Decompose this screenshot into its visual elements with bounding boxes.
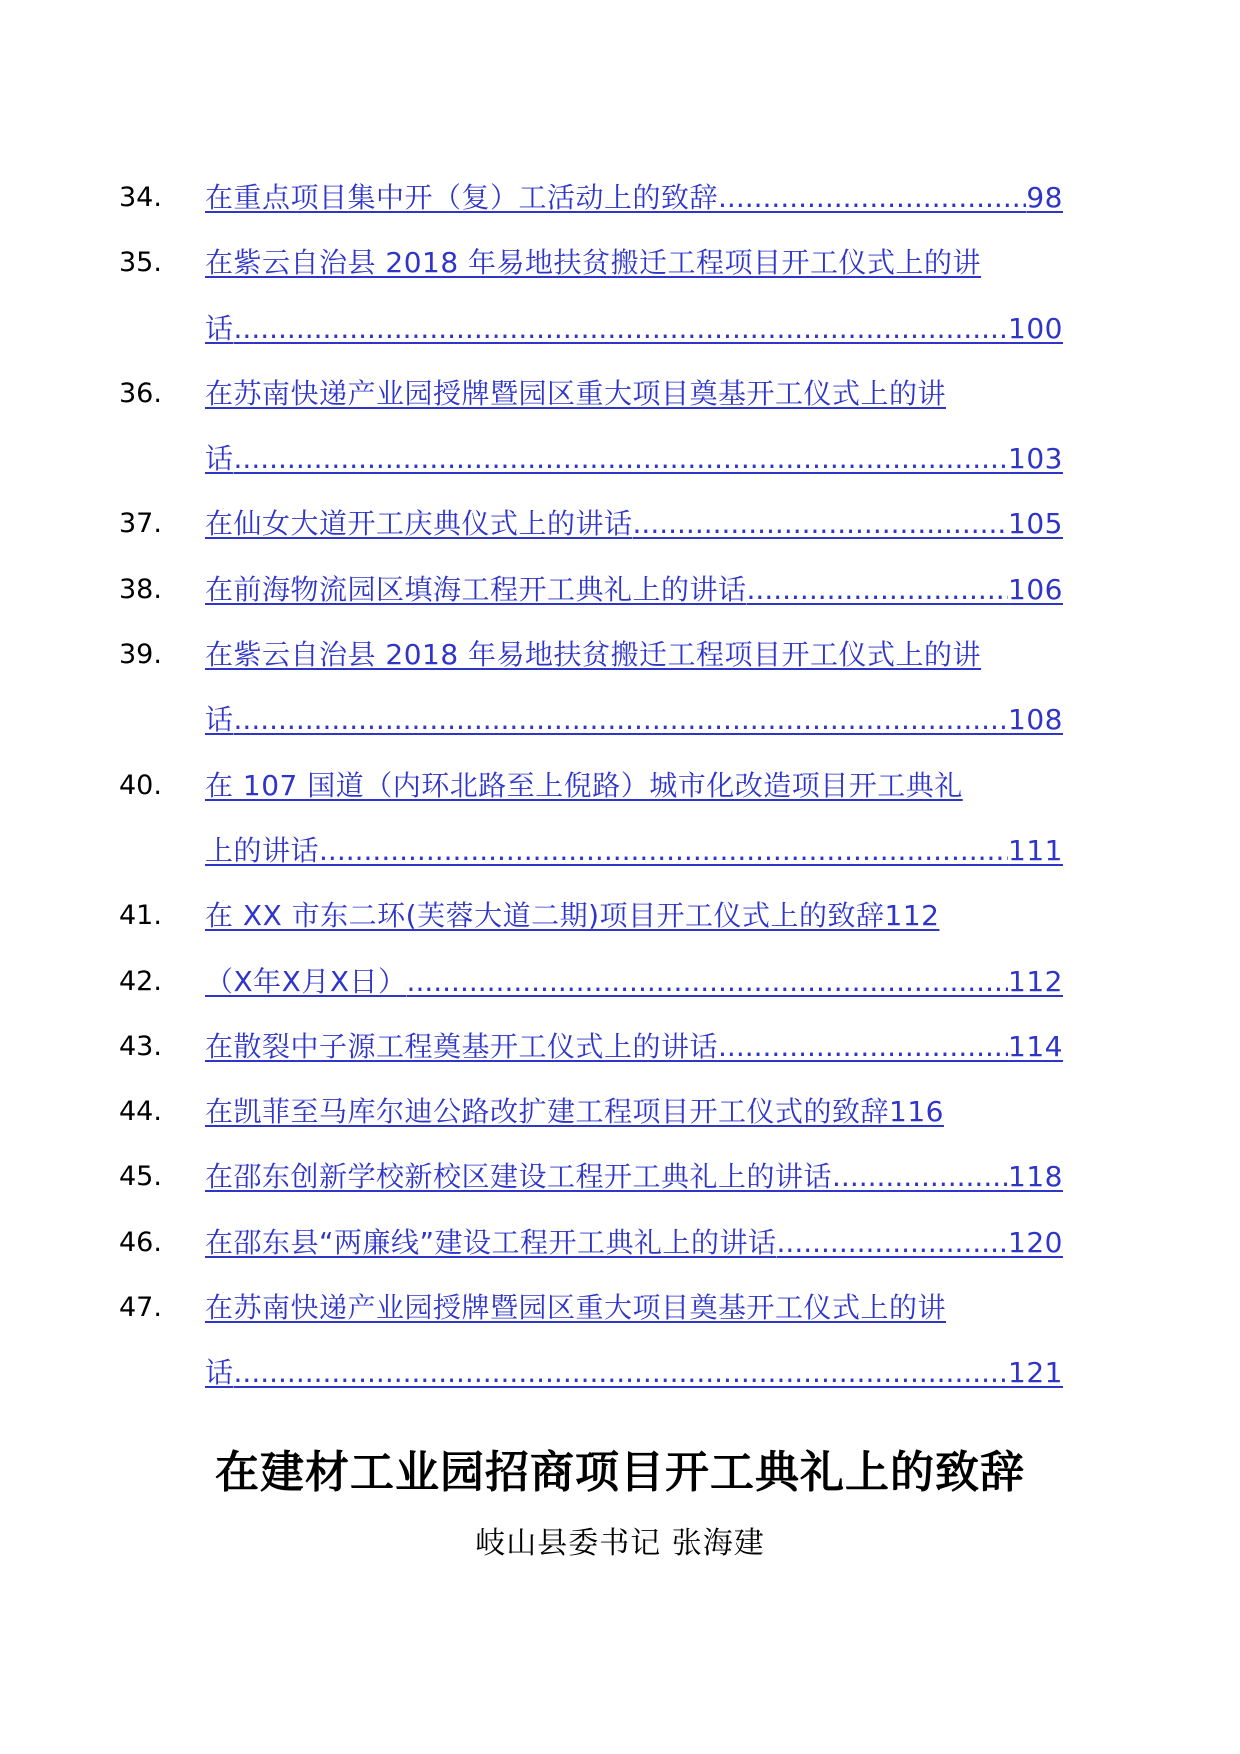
- toc-entry: [0, 1210, 1240, 1275]
- toc-line-text[interactable]: 话: [205, 703, 234, 737]
- toc-line-text[interactable]: 在邵东县“两廉线”建设工程开工典礼上的讲话: [205, 1225, 777, 1259]
- toc-line[interactable]: [205, 491, 1063, 556]
- toc-entry: [0, 230, 1240, 361]
- toc-leader-dots: [234, 687, 1009, 752]
- toc-line-text[interactable]: 在紫云自治县 2018 年易地扶贫搬迁工程项目开工仪式上的讲: [205, 246, 982, 280]
- toc-page-number[interactable]: 121: [1008, 1356, 1063, 1390]
- toc-line-text[interactable]: （X年X月X日）: [205, 964, 407, 998]
- toc-page-number[interactable]: 105: [1008, 507, 1063, 541]
- toc-entry: [0, 883, 1240, 948]
- toc-line[interactable]: [205, 426, 1063, 491]
- toc-line[interactable]: [205, 165, 1063, 230]
- toc-page-number[interactable]: 112: [884, 899, 940, 933]
- toc-leader-dots: [718, 1014, 1008, 1079]
- toc-page-number[interactable]: 112: [1008, 964, 1063, 998]
- toc-line-text[interactable]: 话: [205, 1356, 234, 1390]
- toc-leader-dots: [777, 1210, 1009, 1275]
- toc-leader-dots: [747, 557, 1009, 622]
- toc-entry-number: 35.: [119, 247, 162, 279]
- toc-line[interactable]: [205, 230, 1105, 295]
- toc-line[interactable]: [205, 687, 1063, 752]
- toc-entry: [0, 622, 1240, 753]
- toc-line-text[interactable]: 话: [205, 442, 234, 476]
- toc-leader-dots: [234, 1340, 1009, 1405]
- toc-line-text[interactable]: 在前海物流园区填海工程开工典礼上的讲话: [205, 572, 747, 606]
- toc-line[interactable]: [205, 1144, 1063, 1209]
- toc-entry-number: 38.: [119, 573, 162, 605]
- toc-line[interactable]: [205, 883, 1063, 948]
- toc-entry-link[interactable]: [205, 949, 1105, 1014]
- toc-line-text[interactable]: 上的讲话: [205, 833, 320, 867]
- author-line: 岐山县委书记 张海建: [475, 1526, 765, 1561]
- toc-page-number[interactable]: 111: [1008, 833, 1063, 867]
- toc-line-text[interactable]: 在紫云自治县 2018 年易地扶贫搬迁工程项目开工仪式上的讲: [205, 638, 982, 672]
- toc-line-text[interactable]: 在 XX 市东二环(芙蓉大道二期)项目开工仪式上的致辞: [205, 899, 885, 933]
- toc-entry-number: 47.: [119, 1292, 162, 1324]
- toc-line-text[interactable]: 在苏南快递产业园授牌暨园区重大项目奠基开工仪式上的讲: [205, 376, 947, 410]
- toc-page-number[interactable]: 106: [1008, 572, 1063, 606]
- toc-line-text[interactable]: 在邵东创新学校新校区建设工程开工典礼上的讲话: [205, 1160, 833, 1194]
- toc-entry: [0, 753, 1240, 884]
- toc-line-text[interactable]: 在苏南快递产业园授牌暨园区重大项目奠基开工仪式上的讲: [205, 1291, 947, 1325]
- toc-leader-dots: [633, 491, 1009, 556]
- toc-entry-number: 34.: [119, 182, 162, 213]
- toc-entry-link[interactable]: [205, 1144, 1105, 1209]
- toc-entry-number: 40.: [119, 769, 162, 801]
- toc-entry-number: 37.: [119, 508, 162, 540]
- toc-entry-number: 42.: [119, 965, 162, 997]
- toc-entry-link[interactable]: [205, 1079, 1105, 1144]
- document-title: 在建材工业园招商项目开工典礼上的致辞: [215, 1447, 1025, 1498]
- toc-leader-dots: [718, 165, 1026, 230]
- toc-entry: [0, 361, 1240, 492]
- toc-entry-link[interactable]: [205, 165, 1105, 230]
- toc-page-number[interactable]: 114: [1008, 1029, 1063, 1063]
- toc-entry: [0, 1275, 1240, 1406]
- toc-entry: [0, 491, 1240, 556]
- toc-line[interactable]: [205, 296, 1063, 361]
- toc-entry-number: 41.: [119, 900, 162, 932]
- toc-entry-link[interactable]: [205, 361, 1105, 492]
- toc-entry-link[interactable]: [205, 753, 1105, 884]
- toc-page-number[interactable]: 108: [1008, 703, 1063, 737]
- toc-line-text[interactable]: 在凯菲至马库尔迪公路改扩建工程项目开工仪式的致辞: [205, 1095, 890, 1129]
- toc-entry: [0, 165, 1240, 230]
- toc-entry-link[interactable]: [205, 557, 1105, 622]
- toc-entry-link[interactable]: [205, 491, 1105, 556]
- toc-line[interactable]: [205, 1079, 1105, 1144]
- toc-page-number[interactable]: 103: [1008, 442, 1063, 476]
- toc-entry-number: 36.: [119, 377, 162, 409]
- toc-line[interactable]: [205, 1014, 1063, 1079]
- toc-line[interactable]: [205, 361, 1105, 426]
- toc-entry: [0, 1014, 1240, 1079]
- toc-line[interactable]: [205, 1275, 1105, 1340]
- toc-line-text[interactable]: 在重点项目集中开（复）工活动上的致辞: [205, 181, 719, 214]
- toc-line-text[interactable]: 在仙女大道开工庆典仪式上的讲话: [205, 507, 633, 541]
- toc-entry-number: 46.: [119, 1226, 162, 1258]
- toc-entry-number: 43.: [119, 1030, 162, 1062]
- toc-line-text[interactable]: 在散裂中子源工程奠基开工仪式上的讲话: [205, 1029, 719, 1063]
- toc-leader-dots: [234, 426, 1009, 491]
- toc-leader-dots: [832, 1144, 1008, 1209]
- toc-entry: [0, 949, 1240, 1014]
- toc-entry: [0, 557, 1240, 622]
- toc-line[interactable]: [205, 753, 1105, 818]
- toc-line[interactable]: [205, 1210, 1063, 1275]
- toc-line-text[interactable]: 在 107 国道（内环北路至上倪路）城市化改造项目开工典礼: [205, 768, 963, 802]
- toc-entry-link[interactable]: [205, 1275, 1105, 1406]
- toc-entry: [0, 1079, 1240, 1144]
- toc-leader-dots: [319, 818, 1008, 883]
- toc-entry-link[interactable]: [205, 230, 1105, 361]
- toc-line[interactable]: [205, 818, 1063, 883]
- toc-leader-dots: [407, 949, 1009, 1014]
- toc-leader-dots: [234, 296, 1009, 361]
- toc-entry-link[interactable]: [205, 622, 1105, 753]
- toc-page-number[interactable]: 100: [1008, 311, 1063, 345]
- toc-line[interactable]: [205, 949, 1063, 1014]
- toc-page-number[interactable]: 116: [889, 1095, 944, 1129]
- toc-entry-link[interactable]: [205, 883, 1105, 948]
- toc-line-text[interactable]: 话: [205, 311, 234, 345]
- toc-page-number[interactable]: 118: [1008, 1160, 1063, 1194]
- toc-entry-link[interactable]: [205, 1210, 1105, 1275]
- toc-page-number[interactable]: 98: [1026, 181, 1063, 214]
- toc-entry-number: 45.: [119, 1161, 162, 1193]
- toc-entry-link[interactable]: [205, 1014, 1105, 1079]
- toc-line[interactable]: [205, 622, 1105, 687]
- toc-entry: [0, 1144, 1240, 1209]
- toc-line[interactable]: [205, 557, 1063, 622]
- toc-entry-number: 44.: [119, 1096, 162, 1128]
- toc-entry-number: 39.: [119, 639, 162, 671]
- toc-line[interactable]: [205, 1340, 1063, 1405]
- toc-page-number[interactable]: 120: [1008, 1225, 1063, 1259]
- table-of-contents: [0, 165, 1240, 1406]
